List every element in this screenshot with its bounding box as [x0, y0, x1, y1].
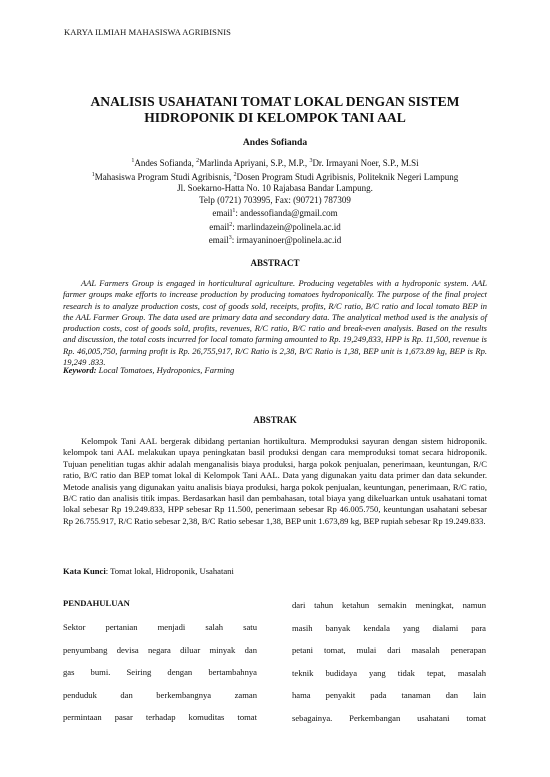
title-line-1: ANALISIS USAHATANI TOMAT LOKAL DENGAN SISTEM	[90, 94, 460, 109]
email-address: : andessofianda@gmail.com	[235, 208, 338, 218]
author-1-marker: 1	[131, 158, 135, 164]
keyword-label: Keyword:	[63, 365, 97, 375]
author-3: Dr. Irmayani Noer, S.P., M.Si	[312, 158, 419, 168]
email-label: email	[208, 235, 229, 245]
author-name: Andes Sofianda	[242, 137, 308, 148]
body-line: gas bumi. Seiring dengan bertambahnya	[63, 667, 257, 678]
body-line: sebagainya. Perkembangan usahatani tomat	[292, 712, 486, 723]
keyword-values: Local Tomatoes, Hydroponics, Farming	[96, 365, 235, 375]
author-1: Andes Sofianda,	[134, 158, 197, 168]
affiliation-1: Mahasiswa Program Studi Agribisnis,	[94, 171, 234, 182]
column-right	[292, 594, 486, 730]
keywords-english	[63, 365, 487, 375]
paper-title	[60, 94, 490, 126]
email-marker: 2	[229, 221, 233, 228]
body-line: penduduk dan berkembangnya zaman	[63, 689, 257, 700]
section-heading: PENDAHULUAN	[63, 598, 130, 608]
affiliation-2-marker: 2	[233, 171, 237, 178]
abstrak-heading: ABSTRAK	[253, 415, 297, 425]
email-3	[50, 233, 500, 247]
authors-line	[50, 156, 500, 170]
body-line: masih banyak kendala yang dialami para	[292, 622, 486, 633]
body-line: hama penyakit pada tanaman dan lain	[292, 690, 486, 701]
kunci-values: : Tomat lokal, Hidroponik, Usahatani	[105, 566, 234, 576]
abstract-english: AAL Farmers Group is engaged in horticultural agriculture. Producing vegetables with a hydroponic system. AAL farmer groups make efforts to increase production by producing tomatoes hydroponically. The purpose of the final project research is to analyze production costs, cost of goods sold, receipts, profits, R/C ratio, B/C ratio and local tomato BEP in the AAL Farmer Group. The data used are primary data and secondary data. The analytical method used is the analysis of production costs, cost of goods sold, profits, revenues, R/C ratio, B/C ratio and break-even analysis. Based on the results and discussion, the total costs incurred for local tomato farming amounted to Rp. 19,249,833, HPP is Rp. 11,500, revenue is Rp. 46,005,750, farming profit is Rp. 26,755,917, R/C Ratio is 2,38, B/C Ratio is 1,38, BEP unit is 1,673.89 kg, BEP is Rp. 19,249 .833.	[63, 278, 487, 368]
affiliation-2: Dosen Program Studi Agribisnis, Politeknik Negeri Lampung	[236, 171, 459, 182]
email-address: : irmayaninoer@polinela.ac.id	[231, 235, 342, 245]
affiliation-block	[50, 156, 500, 247]
email-label: email	[209, 221, 230, 232]
author-2: Marlinda Apriyani, S.P., M.P.,	[199, 158, 310, 168]
body-line: Sektor pertanian menjadi salah satu	[63, 622, 257, 632]
email-marker: 3	[228, 235, 232, 241]
email-label: email	[212, 208, 233, 218]
affiliation-1-marker: 1	[91, 171, 95, 178]
author-3-marker: 3	[309, 158, 313, 164]
keywords-indonesian	[63, 566, 487, 576]
body-line: petani tomat, mulai dari masalah penerapan	[292, 645, 486, 656]
email-2	[50, 220, 500, 234]
author-2-marker: 2	[196, 158, 200, 164]
abstract-heading: ABSTRACT	[250, 258, 300, 268]
title-line-2: HIDROPONIK DI KELOMPOK TANI AAL	[144, 110, 406, 125]
email-marker: 1	[232, 208, 236, 214]
body-line: penyumbang devisa negara diluar minyak dan	[63, 644, 257, 655]
body-line: teknik budidaya yang tidak tepat, masalah	[292, 667, 486, 678]
running-head: KARYA ILMIAH MAHASISWA AGRIBISNIS	[64, 27, 231, 37]
phone-fax: Telp (0721) 703995, Fax: (90721) 787309	[199, 194, 351, 205]
kunci-label: Kata Kunci	[63, 566, 106, 576]
email-1	[50, 206, 500, 220]
affiliation-line	[50, 170, 500, 184]
email-address: : marlindazein@polinela.ac.id	[232, 221, 341, 232]
body-line: dari tahun ketahun semakin meningkat, namun	[292, 600, 486, 610]
body-line: permintaan pasar terhadap komuditas tomat	[63, 712, 257, 723]
abstrak-indonesian: Kelompok Tani AAL bergerak dibidang pertanian hortikultura. Memproduksi sayuran dengan sistem hidroponik. kelompok tani AAL melakukan upaya peningkatan basil produksi dengan cara memproduksi tomat secara hidroponik. Tujuan penelitian tugas akhir adalah menganalisis biaya produksi, harga pokok penjualan, penerimaan, keuntungan, R/C ratio, B/C ratio dan BEP tomat lokal di Kelompok Tani AAL. Data yang digunakan yaitu data primer dan data sekunder. Metode analisis yang digunakan yaitu analisis biaya produksi, harga pokok penjualan, keuntungan, penerimaan, R/C ratio, B/C ratio dan analisis titik impas. Berdasarkan hasil dan pembahasan, total biaya yang dikeluarkan untuk usahatani tomat lokal sebesar Rp 19.249.833, HPP sebesar Rp 11.500, penerimaan sebesar Rp 46.005.750, keuntungan usahatani sebesar Rp 26.755.917, R/C Ratio sebesar 2,38, B/C Ratio sebesar 1,38, BEP unit 1.673,89 kg, BEP rupiah sebesar Rp 19.249.833.	[63, 436, 487, 526]
column-left	[63, 595, 257, 729]
address: Jl. Soekarno-Hatta No. 10 Rajabasa Bandar Lampung.	[177, 183, 373, 193]
